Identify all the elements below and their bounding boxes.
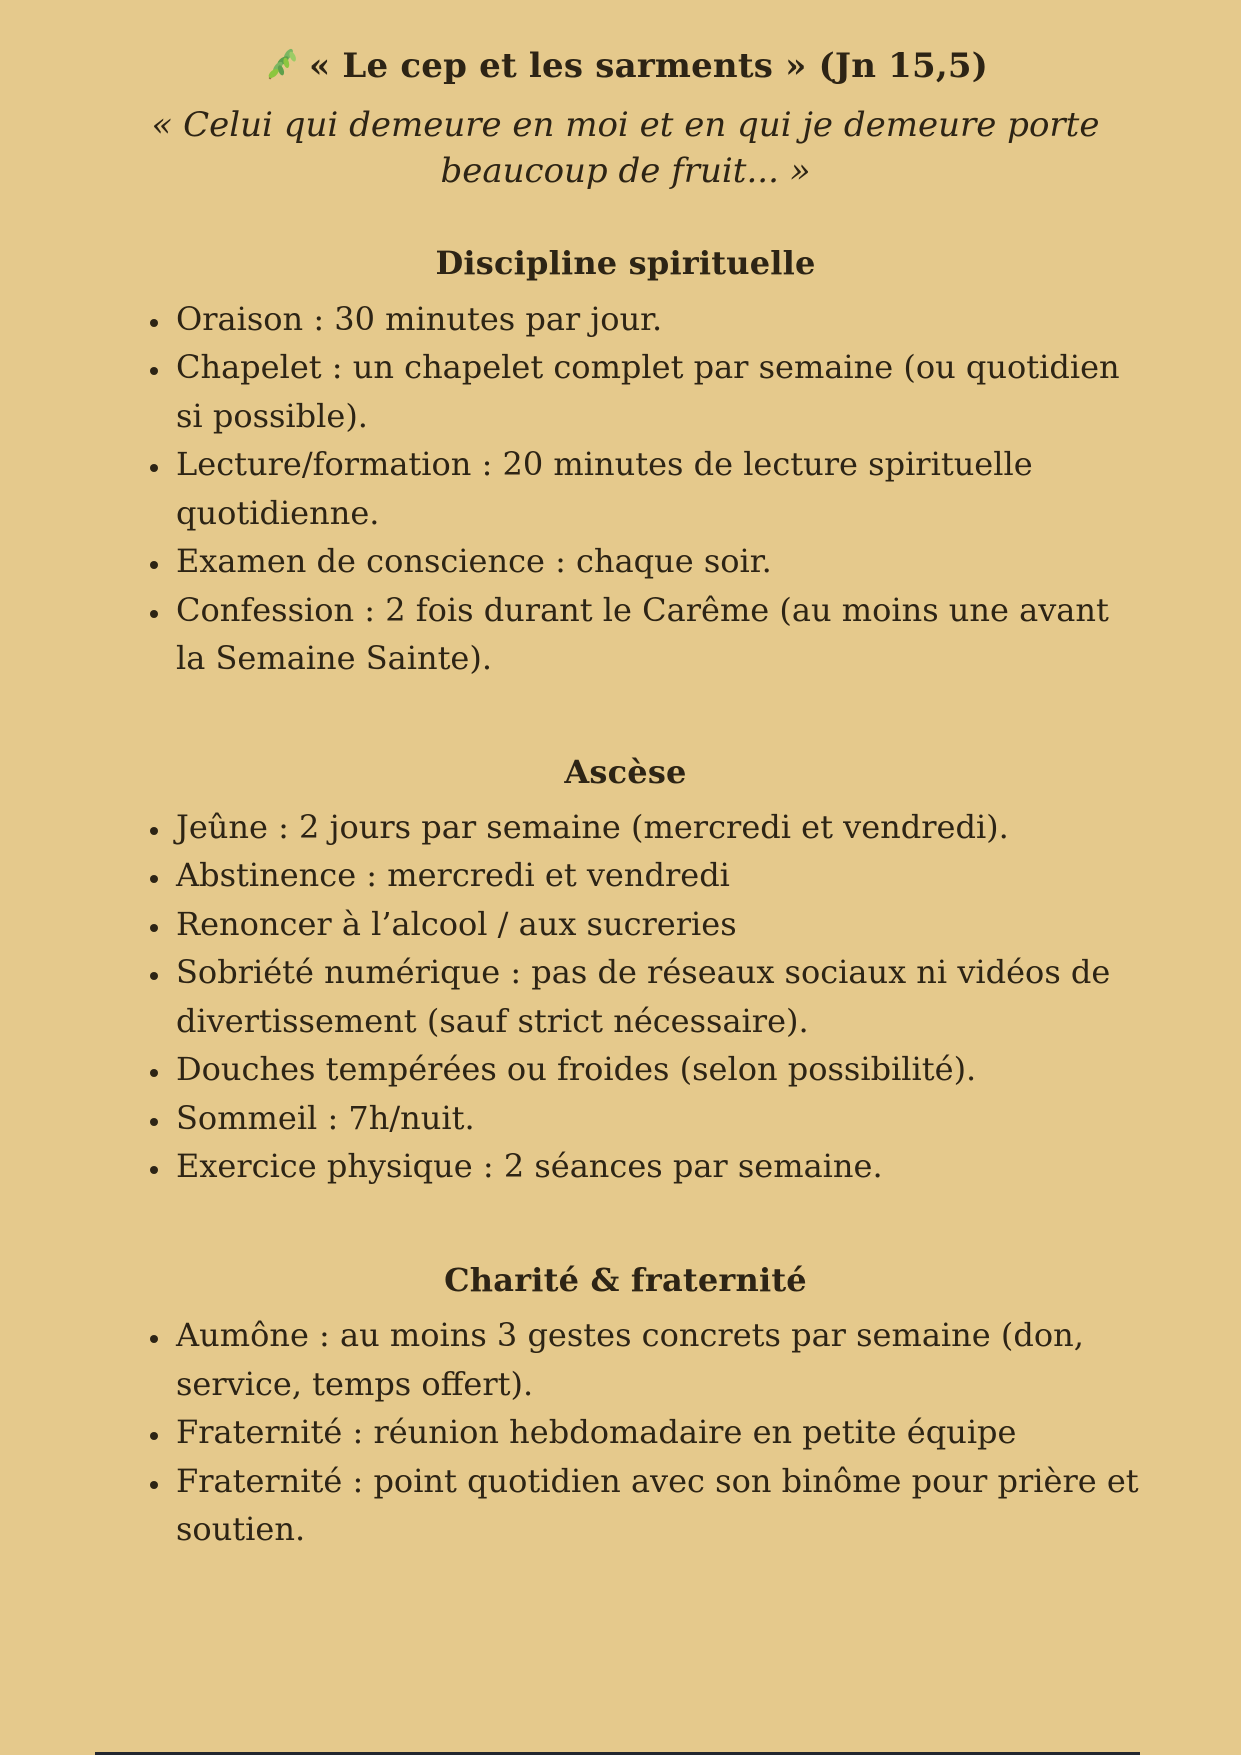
list-item: • Exercice physique : 2 séances par semaine. bbox=[172, 1142, 1141, 1191]
list-item: • Examen de conscience : chaque soir. bbox=[172, 537, 1141, 586]
section-heading-ascese: Ascèse bbox=[564, 752, 687, 791]
list-item: • Jeûne : 2 jours par semaine (mercredi et vendredi). bbox=[172, 803, 1141, 852]
list-item: • Sobriété numérique : pas de réseaux sociaux ni vidéos de divertissement (sauf strict nécessaire). bbox=[172, 948, 1141, 1045]
document-header bbox=[110, 44, 1141, 194]
section-discipline-spirituelle bbox=[110, 244, 1141, 682]
list-item: • Douches tempérées ou froides (selon possibilité). bbox=[172, 1045, 1141, 1094]
list-item: • Sommeil : 7h/nuit. bbox=[172, 1094, 1141, 1143]
bullet-list-charite bbox=[110, 1311, 1141, 1554]
list-item: • Renoncer à l’alcool / aux sucreries bbox=[172, 900, 1141, 949]
section-ascese bbox=[110, 753, 1141, 1191]
page-title-text: « Le cep et les sarments » (Jn 15,5) bbox=[308, 46, 989, 86]
list-item: • Chapelet : un chapelet complet par semaine (ou quotidien si possible). bbox=[172, 343, 1141, 440]
page-title bbox=[110, 44, 1141, 94]
list-item: • Confession : 2 fois durant le Carême (au moins une avant la Semaine Sainte). bbox=[172, 586, 1141, 683]
list-item: • Fraternité : point quotidien avec son binôme pour prière et soutien. bbox=[172, 1457, 1141, 1554]
subtitle-quote: « Celui qui demeure en moi et en qui je demeure porte beaucoup de fruit... » bbox=[151, 105, 1100, 192]
list-item: • Oraison : 30 minutes par jour. bbox=[172, 295, 1141, 344]
herb-icon bbox=[263, 47, 299, 94]
section-charite-fraternite bbox=[110, 1261, 1141, 1554]
section-heading-charite: Charité & fraternité bbox=[444, 1260, 807, 1299]
list-item: • Abstinence : mercredi et vendredi bbox=[172, 851, 1141, 900]
list-item: • Aumône : au moins 3 gestes concrets par semaine (don, service, temps offert). bbox=[172, 1311, 1141, 1408]
section-heading-discipline: Discipline spirituelle bbox=[435, 244, 816, 283]
bullet-list-ascese bbox=[110, 803, 1141, 1191]
list-item: • Lecture/formation : 20 minutes de lecture spirituelle quotidienne. bbox=[172, 440, 1141, 537]
bullet-list-discipline bbox=[110, 295, 1141, 683]
list-item: • Fraternité : réunion hebdomadaire en petite équipe bbox=[172, 1408, 1141, 1457]
